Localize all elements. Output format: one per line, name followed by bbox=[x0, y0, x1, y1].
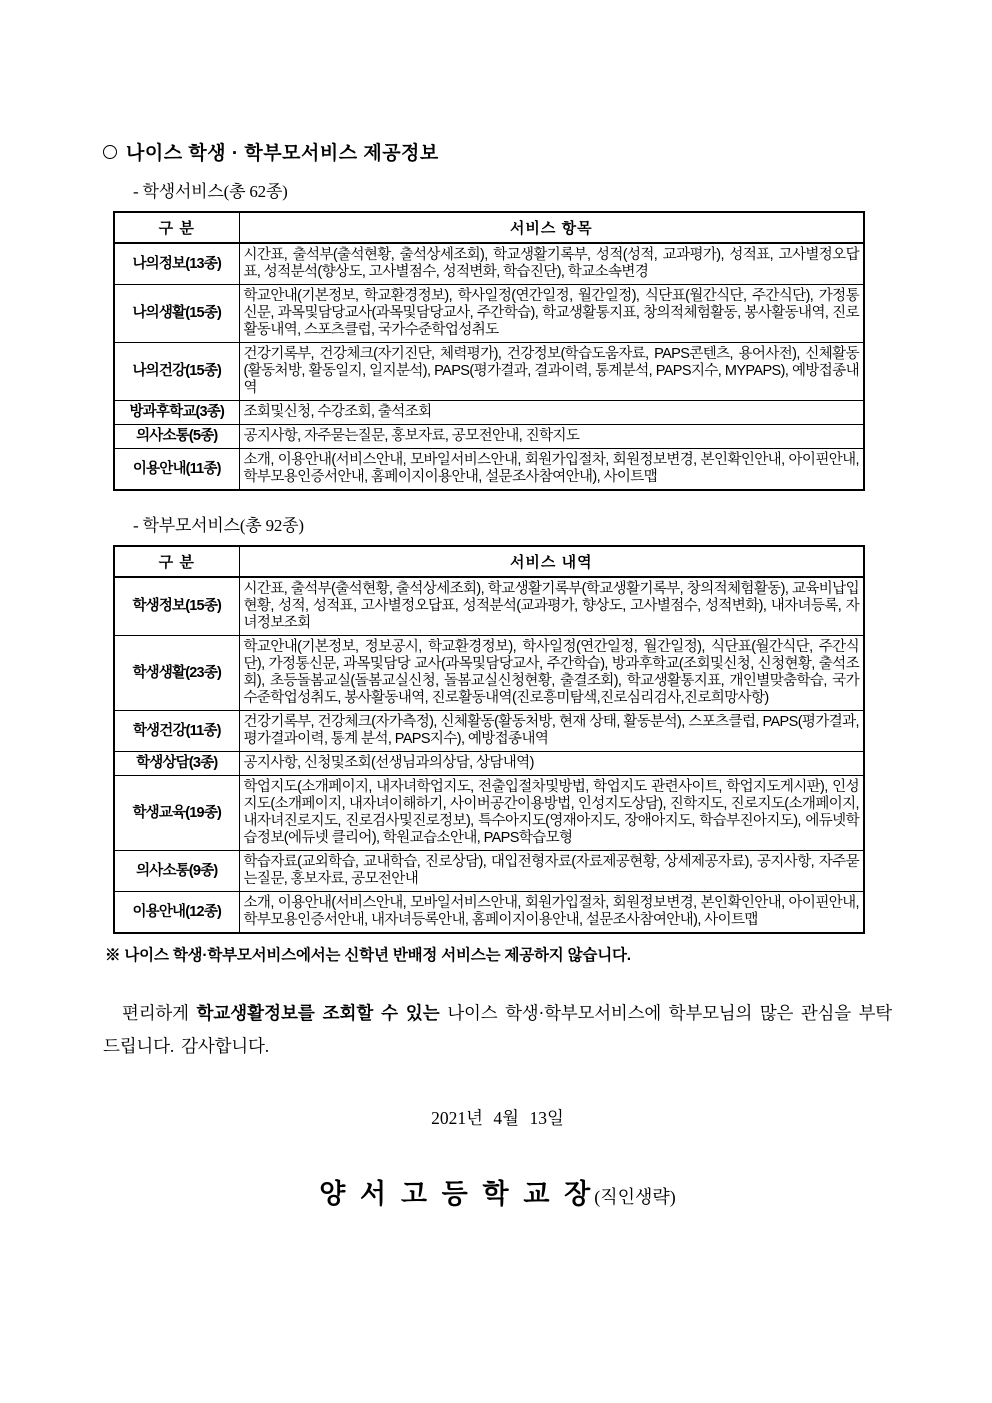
category-cell: 의사소통(5종) bbox=[114, 425, 239, 449]
table-row bbox=[114, 711, 864, 752]
items-cell: 학업지도(소개페이지, 내자녀학업지도, 전출입절차및방법, 학업지도 관련사이트, 학업지도게시판), 인성지도(소개페이지, 내자녀이해하기, 사이버공간이용방법, 인성지도상담), 진학지도, 진로지도(소개페이지, 내자녀진로지도, 진로검사및진로정보), 특수아지도(영재아지도, 장애아지도, 학습부진아지도), 에듀넷학습정보(에듀넷 클리어), 학원교습소안내, PAPS학습모형 bbox=[239, 776, 864, 851]
date-line: 2021년 4월 13일 bbox=[431, 1108, 564, 1128]
category-cell: 학생교육(19종) bbox=[114, 776, 239, 851]
items-cell: 조회및신청, 수강조회, 출석조회 bbox=[239, 401, 864, 425]
table-row bbox=[114, 776, 864, 851]
table-row bbox=[114, 285, 864, 343]
section-label-parent: - 학부모서비스(총 92종) bbox=[133, 516, 304, 535]
header-category: 구 분 bbox=[114, 212, 239, 243]
footnote: ※ 나이스 학생·학부모서비스에서는 신학년 반배정 서비스는 제공하지 않습니다. bbox=[105, 947, 631, 964]
section-label-student: - 학생서비스(총 62종) bbox=[133, 182, 288, 201]
category-cell: 방과후학교(3종) bbox=[114, 401, 239, 425]
category-cell: 나의생활(15종) bbox=[114, 285, 239, 343]
table-row bbox=[114, 401, 864, 425]
table-row bbox=[114, 243, 864, 285]
student-services-table bbox=[113, 211, 865, 491]
signature-suffix: (직인생략) bbox=[594, 1187, 676, 1207]
circle-bullet-icon bbox=[103, 145, 117, 159]
items-cell: 공지사항, 자주묻는질문, 홍보자료, 공모전안내, 진학지도 bbox=[239, 425, 864, 449]
parent-services-table bbox=[113, 545, 865, 934]
header-items: 서비스 항목 bbox=[239, 212, 864, 243]
category-cell: 학생생활(23종) bbox=[114, 636, 239, 711]
table-row bbox=[114, 636, 864, 711]
items-cell: 건강기록부, 건강체크(자기진단, 체력평가), 건강정보(학습도움자료, PAPS콘텐츠, 용어사전), 신체활동(활동처방, 활동일지, 일지분석), PAPS(평가결과, 결과이력, 통계분석, PAPS지수, MYPAPS), 예방접종내역 bbox=[239, 343, 864, 401]
closing-text-bold: 학교생활정보를 조회할 수 있는 bbox=[196, 1003, 440, 1023]
category-cell: 학생상담(3종) bbox=[114, 752, 239, 776]
table-row bbox=[114, 752, 864, 776]
page-title bbox=[103, 138, 892, 165]
signature-line bbox=[103, 1172, 892, 1211]
category-cell: 이용안내(11종) bbox=[114, 449, 239, 491]
category-cell: 학생정보(15종) bbox=[114, 577, 239, 636]
category-cell: 의사소통(9종) bbox=[114, 851, 239, 892]
category-cell: 나의건강(15종) bbox=[114, 343, 239, 401]
table-row bbox=[114, 343, 864, 401]
items-cell: 학교안내(기본정보, 학교환경정보), 학사일정(연간일정, 월간일정), 식단표(월간식단, 주간식단), 가정통신문, 과목및담당교사(과목및담당교사, 주간학습), 학교생활통지표, 창의적체험활동, 봉사활동내역, 진로활동내역, 스포츠클럽, 국가수준학업성취도 bbox=[239, 285, 864, 343]
category-cell: 학생건강(11종) bbox=[114, 711, 239, 752]
table-row bbox=[114, 449, 864, 491]
items-cell: 소개, 이용안내(서비스안내, 모바일서비스안내, 회원가입절차, 회원정보변경, 본인확인안내, 아이핀안내, 학부모용인증서안내, 내자녀등록안내, 홈페이지이용안내, 설문조사참여안내), 사이트맵 bbox=[239, 892, 864, 934]
closing-text-post: 나이스 학생·학부모서비스에 학부모님의 많은 관심을 부탁드립니다. 감사합니다. bbox=[103, 1003, 892, 1056]
category-cell: 나의정보(13종) bbox=[114, 243, 239, 285]
header-category: 구 분 bbox=[114, 546, 239, 577]
items-cell: 소개, 이용안내(서비스안내, 모바일서비스안내, 회원가입절차, 회원정보변경, 본인확인안내, 아이핀안내, 학부모용인증서안내, 홈페이지이용안내, 설문조사참여안내), 사이트맵 bbox=[239, 449, 864, 491]
table-header-row bbox=[114, 546, 864, 577]
table-row bbox=[114, 425, 864, 449]
table-row bbox=[114, 892, 864, 934]
page-title-text: 나이스 학생 · 학부모서비스 제공정보 bbox=[126, 143, 439, 164]
items-cell: 시간표, 출석부(출석현황, 출석상세조회), 학교생활기록부, 성적(성적, 교과평가), 성적표, 고사별정오답표, 성적분석(향상도, 고사별점수, 성적변화, 학습진단), 학교소속변경 bbox=[239, 243, 864, 285]
closing-paragraph bbox=[103, 997, 892, 1063]
table-row bbox=[114, 851, 864, 892]
items-cell: 공지사항, 신청및조회(선생님과의상담, 상담내역) bbox=[239, 752, 864, 776]
items-cell: 시간표, 출석부(출석현황, 출석상세조회), 학교생활기록부(학교생활기록부, 창의적체험활동), 교육비납입현황, 성적, 성적표, 고사별정오답표, 성적분석(교과평가, 향상도, 고사별점수, 성적변화), 내자녀등록, 자녀정보조회 bbox=[239, 577, 864, 636]
signature-name: 양 서 고 등 학 교 장 bbox=[319, 1179, 595, 1209]
items-cell: 학습자료(교외학습, 교내학습, 진로상담), 대입전형자료(자료제공현황, 상세제공자료), 공지사항, 자주묻는질문, 홍보자료, 공모전안내 bbox=[239, 851, 864, 892]
table-row bbox=[114, 577, 864, 636]
category-cell: 이용안내(12종) bbox=[114, 892, 239, 934]
closing-text-pre: 편리하게 bbox=[122, 1003, 197, 1023]
header-items: 서비스 내역 bbox=[239, 546, 864, 577]
items-cell: 건강기록부, 건강체크(자가측정), 신체활동(활동처방, 현재 상태, 활동분석), 스포츠클럽, PAPS(평가결과, 평가결과이력, 통계 분석, PAPS지수), 예방접종내역 bbox=[239, 711, 864, 752]
items-cell: 학교안내(기본정보, 정보공시, 학교환경정보), 학사일정(연간일정, 월간일정), 식단표(월간식단, 주간식단), 가정통신문, 과목및담당 교사(과목및담당교사, 주간학습), 방과후학교(조회및신청, 신청현황, 출석조회), 초등돌봄교실(돌봄교실신청, 돌봄교실신청현황, 출결조회), 학교생활통지표, 개인별맞춤학습, 국가수준학업성취도, 봉사활동내역, 진로활동내역(진로흥미탐색,진로심리검사,진로희망사항) bbox=[239, 636, 864, 711]
table-header-row bbox=[114, 212, 864, 243]
